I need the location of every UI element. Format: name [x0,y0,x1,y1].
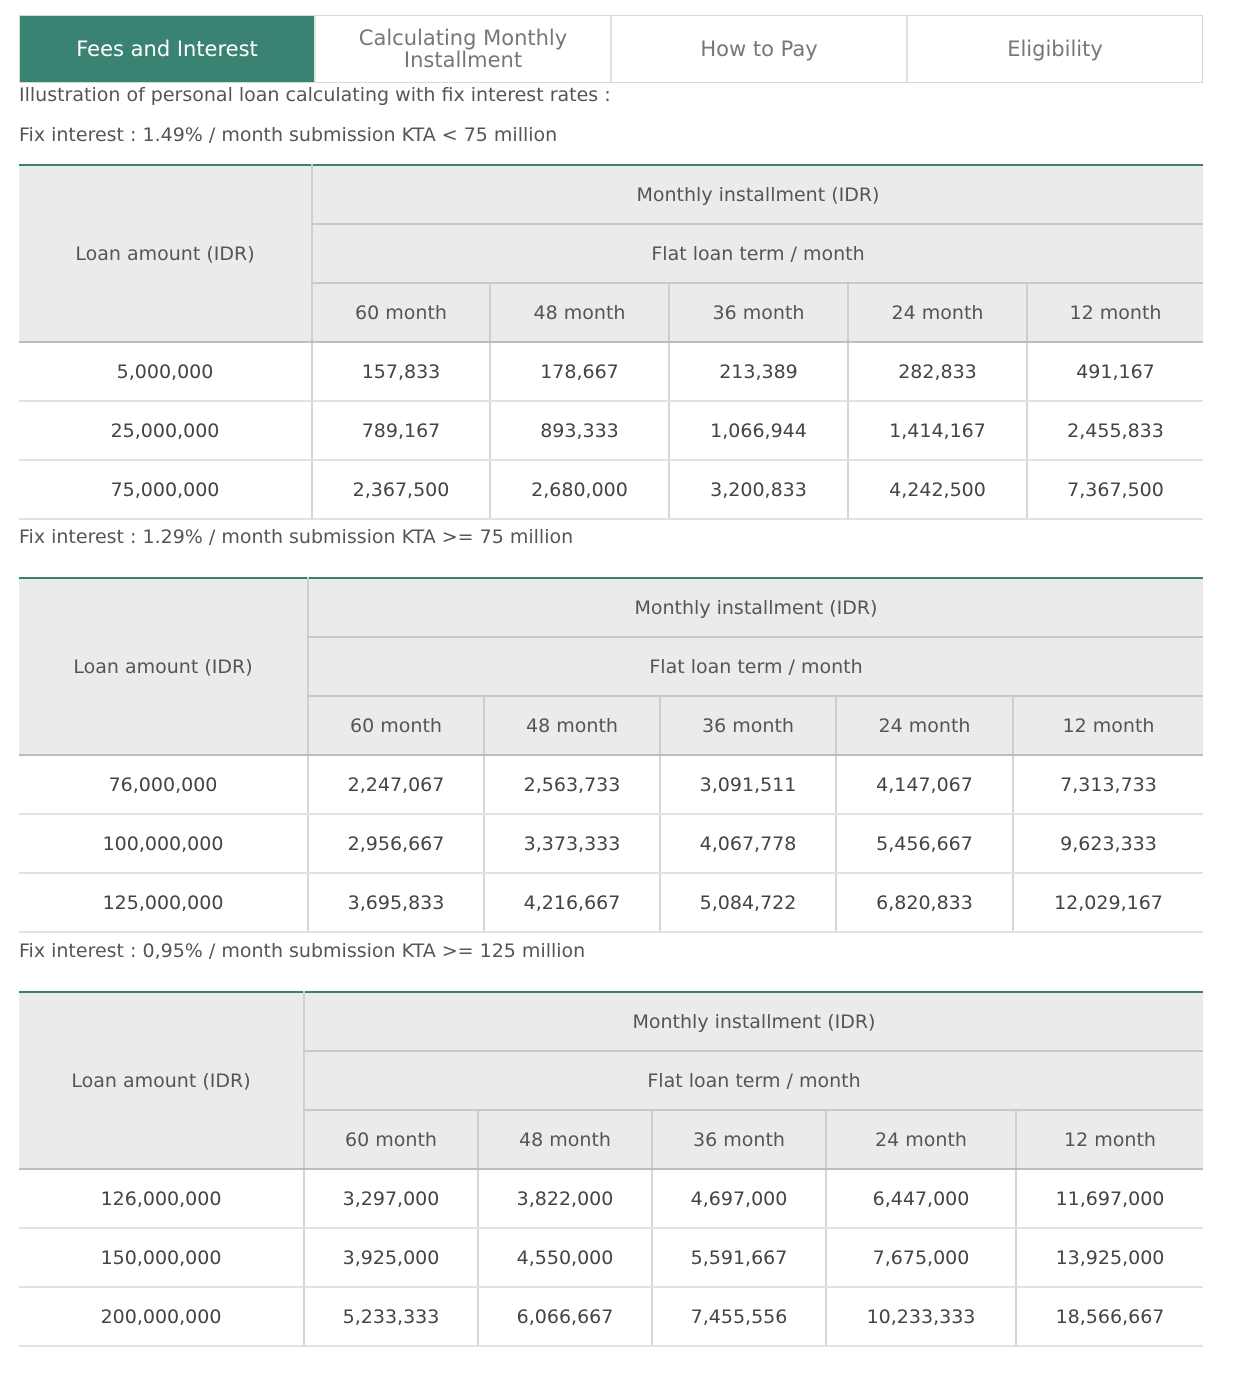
installment-cell: 9,623,333 [1013,814,1203,873]
term-header: 24 month [826,1110,1016,1169]
tab-eligibility[interactable]: Eligibility [906,16,1202,82]
loan-amount-cell: 25,000,000 [19,401,312,460]
installment-cell: 5,233,333 [304,1287,478,1346]
term-header: 60 month [312,283,490,342]
tab-how-to-pay[interactable]: How to Pay [610,16,906,82]
installment-cell: 3,373,333 [484,814,660,873]
term-header: 24 month [836,696,1013,755]
installment-table [19,577,1203,933]
installment-cell: 4,216,667 [484,873,660,932]
term-header: 12 month [1013,696,1203,755]
installment-cell: 6,066,667 [478,1287,652,1346]
loan-amount-header: Loan amount (IDR) [19,165,312,342]
installment-cell: 2,367,500 [312,460,490,519]
installment-cell: 11,697,000 [1016,1169,1203,1228]
table-row [19,814,1203,873]
table-row [19,342,1203,401]
table-row [19,1287,1203,1346]
term-header: 60 month [304,1110,478,1169]
installment-cell: 3,695,833 [308,873,484,932]
loan-amount-cell: 76,000,000 [19,755,308,814]
table-row [19,460,1203,519]
loan-amount-header: Loan amount (IDR) [19,992,304,1169]
table-caption: Fix interest : 0,95% / month submission KTA >= 125 million [19,940,586,962]
tab-calculating-monthly-installment[interactable]: Calculating Monthly Installment [314,16,610,82]
installment-cell: 1,066,944 [669,401,848,460]
installment-cell: 7,455,556 [652,1287,826,1346]
installment-cell: 4,242,500 [848,460,1027,519]
installment-cell: 2,680,000 [490,460,669,519]
term-header: 48 month [478,1110,652,1169]
installment-table [19,991,1203,1347]
installment-cell: 213,389 [669,342,848,401]
installment-cell: 3,822,000 [478,1169,652,1228]
installment-cell: 4,147,067 [836,755,1013,814]
term-header: 36 month [652,1110,826,1169]
installment-cell: 3,200,833 [669,460,848,519]
loan-amount-header: Loan amount (IDR) [19,578,308,755]
installment-cell: 4,550,000 [478,1228,652,1287]
installment-cell: 12,029,167 [1013,873,1203,932]
term-header: 36 month [660,696,836,755]
installment-cell: 5,456,667 [836,814,1013,873]
flat-loan-term-header: Flat loan term / month [312,224,1203,283]
installment-cell: 282,833 [848,342,1027,401]
loan-amount-cell: 75,000,000 [19,460,312,519]
installment-cell: 3,091,511 [660,755,836,814]
installment-cell: 1,414,167 [848,401,1027,460]
installment-cell: 2,247,067 [308,755,484,814]
tab-fees-and-interest[interactable]: Fees and Interest [20,16,314,82]
installment-cell: 7,313,733 [1013,755,1203,814]
table-row [19,1228,1203,1287]
installment-cell: 2,956,667 [308,814,484,873]
monthly-installment-header: Monthly installment (IDR) [312,165,1203,224]
flat-loan-term-header: Flat loan term / month [308,637,1203,696]
installment-cell: 4,067,778 [660,814,836,873]
tab-bar [19,15,1203,83]
term-header: 48 month [484,696,660,755]
installment-cell: 5,084,722 [660,873,836,932]
installment-cell: 2,455,833 [1027,401,1203,460]
loan-amount-cell: 125,000,000 [19,873,308,932]
term-header: 24 month [848,283,1027,342]
loan-amount-cell: 200,000,000 [19,1287,304,1346]
installment-cell: 3,297,000 [304,1169,478,1228]
installment-cell: 893,333 [490,401,669,460]
installment-cell: 491,167 [1027,342,1203,401]
installment-cell: 5,591,667 [652,1228,826,1287]
installment-cell: 157,833 [312,342,490,401]
table-row [19,873,1203,932]
table-row [19,1169,1203,1228]
table-caption: Fix interest : 1.49% / month submission KTA < 75 million [19,124,558,146]
installment-cell: 3,925,000 [304,1228,478,1287]
term-header: 36 month [669,283,848,342]
installment-cell: 2,563,733 [484,755,660,814]
table-row [19,401,1203,460]
installment-table [19,164,1203,520]
table-caption: Fix interest : 1.29% / month submission KTA >= 75 million [19,526,574,548]
loan-amount-cell: 126,000,000 [19,1169,304,1228]
loan-amount-cell: 5,000,000 [19,342,312,401]
installment-cell: 7,367,500 [1027,460,1203,519]
installment-cell: 6,820,833 [836,873,1013,932]
installment-cell: 6,447,000 [826,1169,1016,1228]
term-header: 48 month [490,283,669,342]
loan-amount-cell: 150,000,000 [19,1228,304,1287]
monthly-installment-header: Monthly installment (IDR) [308,578,1203,637]
table-row [19,755,1203,814]
term-header: 12 month [1016,1110,1203,1169]
installment-cell: 7,675,000 [826,1228,1016,1287]
term-header: 60 month [308,696,484,755]
installment-cell: 18,566,667 [1016,1287,1203,1346]
installment-cell: 4,697,000 [652,1169,826,1228]
intro-text: Illustration of personal loan calculating with fix interest rates : [19,84,611,106]
installment-cell: 10,233,333 [826,1287,1016,1346]
loan-amount-cell: 100,000,000 [19,814,308,873]
monthly-installment-header: Monthly installment (IDR) [304,992,1203,1051]
flat-loan-term-header: Flat loan term / month [304,1051,1203,1110]
installment-cell: 789,167 [312,401,490,460]
term-header: 12 month [1027,283,1203,342]
installment-cell: 178,667 [490,342,669,401]
installment-cell: 13,925,000 [1016,1228,1203,1287]
